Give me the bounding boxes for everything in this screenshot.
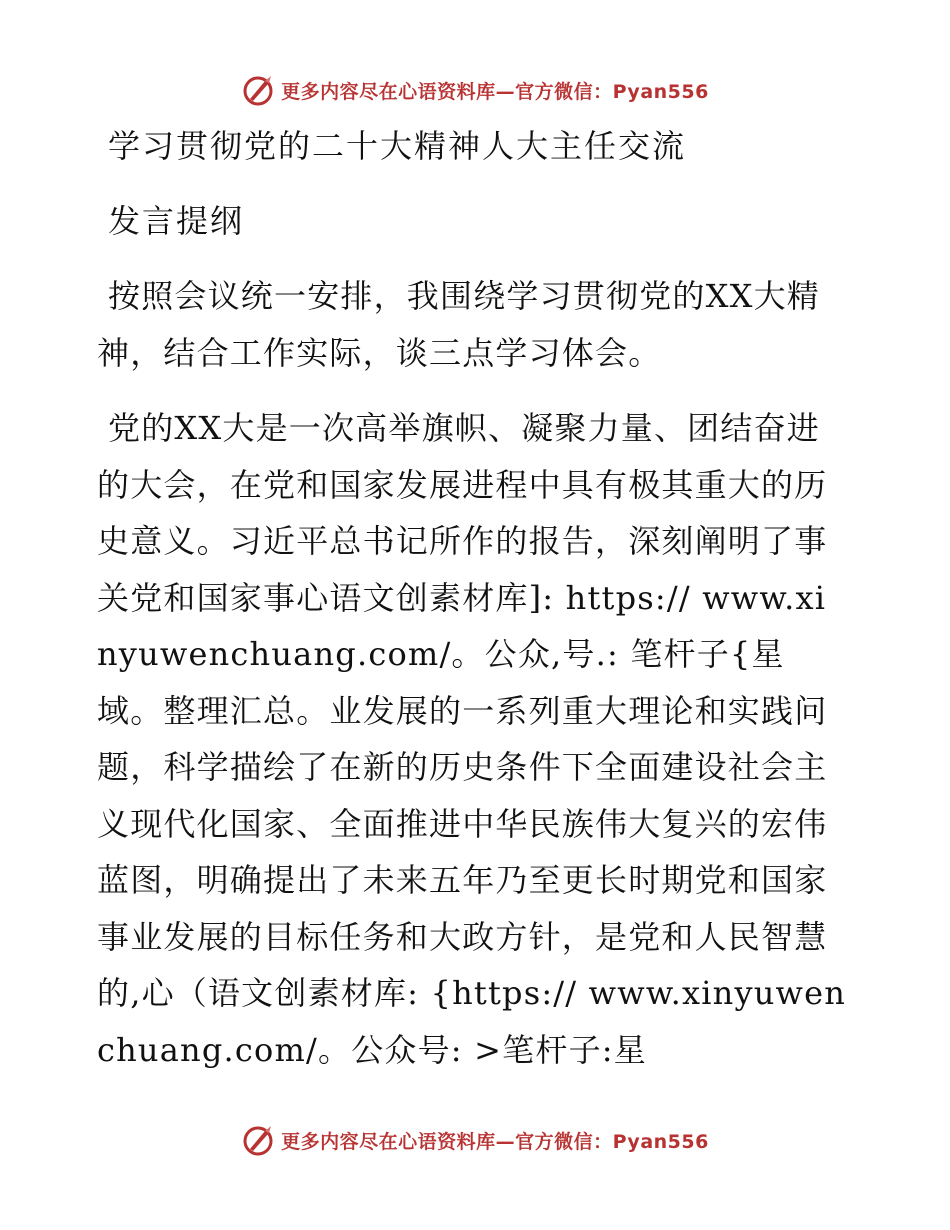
document-title-line-1: 学习贯彻党的二十大精神人大主任交流 (108, 127, 687, 165)
header-banner-text: 更多内容尽在心语资料库—官方微信：Pyan556 (281, 80, 709, 103)
footer-banner-text: 更多内容尽在心语资料库—官方微信：Pyan556 (281, 1130, 709, 1153)
document-title-line-2: 发言提纲 (108, 202, 245, 240)
paragraph-body: 党的XX大是一次高举旗帜、凝聚力量、团结奋进的大会，在党和国家发展进程中具有极其重大的历史意义。习近平总书记所作的报告，深刻阐明了事关党和国家事心语文创素材库]: https:// www.xinyuwenchuang.com/。公众,号.: 笔杆子{星域。整理汇总。业发展的一系列重大理论和实践问题，科学描绘了在新的历史条件下全面建设社会主义现代化国家、全面推进中华民族伟大复兴的宏伟蓝图，明确提出了未来五年乃至更长时期党和国家事业发展的目标任务和大政方针，是党和人民智慧的,心（语文创素材库: {https:// www.xinyuwenchuang.com/。公众号: >笔杆子:星 (97, 409, 847, 1069)
header-watermark-banner (0, 70, 950, 110)
paragraph-intro: 按照会议统一安排，我围绕学习贯彻党的XX大精神，结合工作实际，谈三点学习体会。 (97, 277, 820, 372)
quill-logo-icon (241, 1123, 275, 1157)
quill-logo-icon (241, 73, 275, 107)
footer-watermark-banner (0, 1120, 950, 1160)
